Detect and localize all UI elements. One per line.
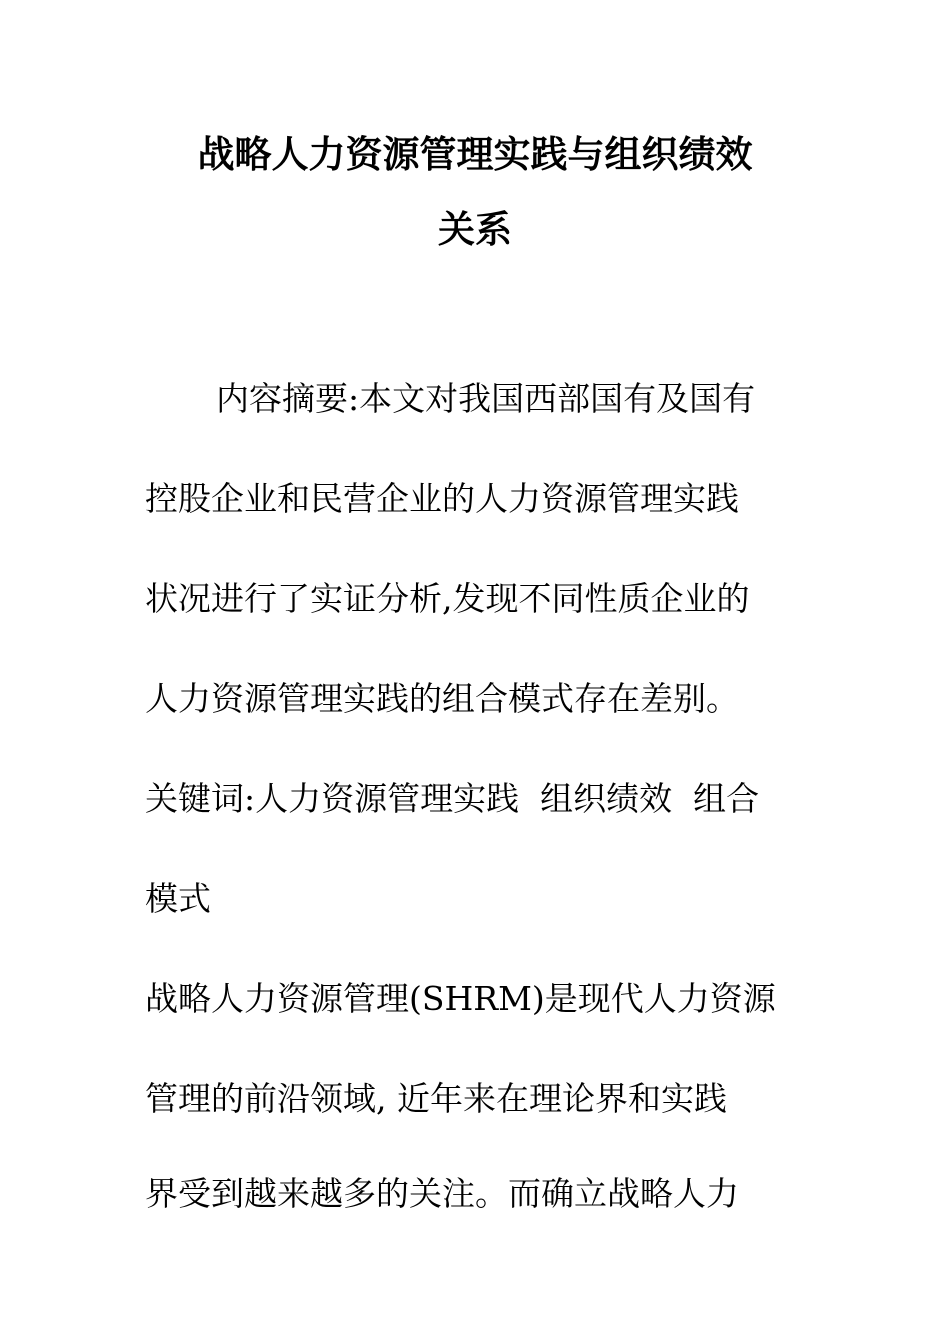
abstract-line-2: 控股企业和民营企业的人力资源管理实践 <box>145 479 739 518</box>
abstract-line-3: 状况进行了实证分析,发现不同性质企业的 <box>145 579 750 618</box>
document-title-line-2: 关系 <box>438 207 512 251</box>
paragraph-line-3: 界受到越来越多的关注。而确立战略人力 <box>145 1174 739 1213</box>
document-title-line-1: 战略人力资源管理实践与组织绩效 <box>197 132 753 176</box>
abstract-line-4: 人力资源管理实践的组合模式存在差别。 <box>145 679 739 718</box>
paragraph-line-1: 战略人力资源管理(SHRM)是现代人力资源 <box>145 979 776 1018</box>
keywords-line-1: 关键词:人力资源管理实践 组织绩效 组合 <box>145 779 760 818</box>
paragraph-line-2: 管理的前沿领域, 近年来在理论界和实践 <box>145 1079 727 1118</box>
keywords-line-2: 模式 <box>145 879 211 918</box>
abstract-line-1: 内容摘要:本文对我国西部国有及国有 <box>216 379 756 418</box>
